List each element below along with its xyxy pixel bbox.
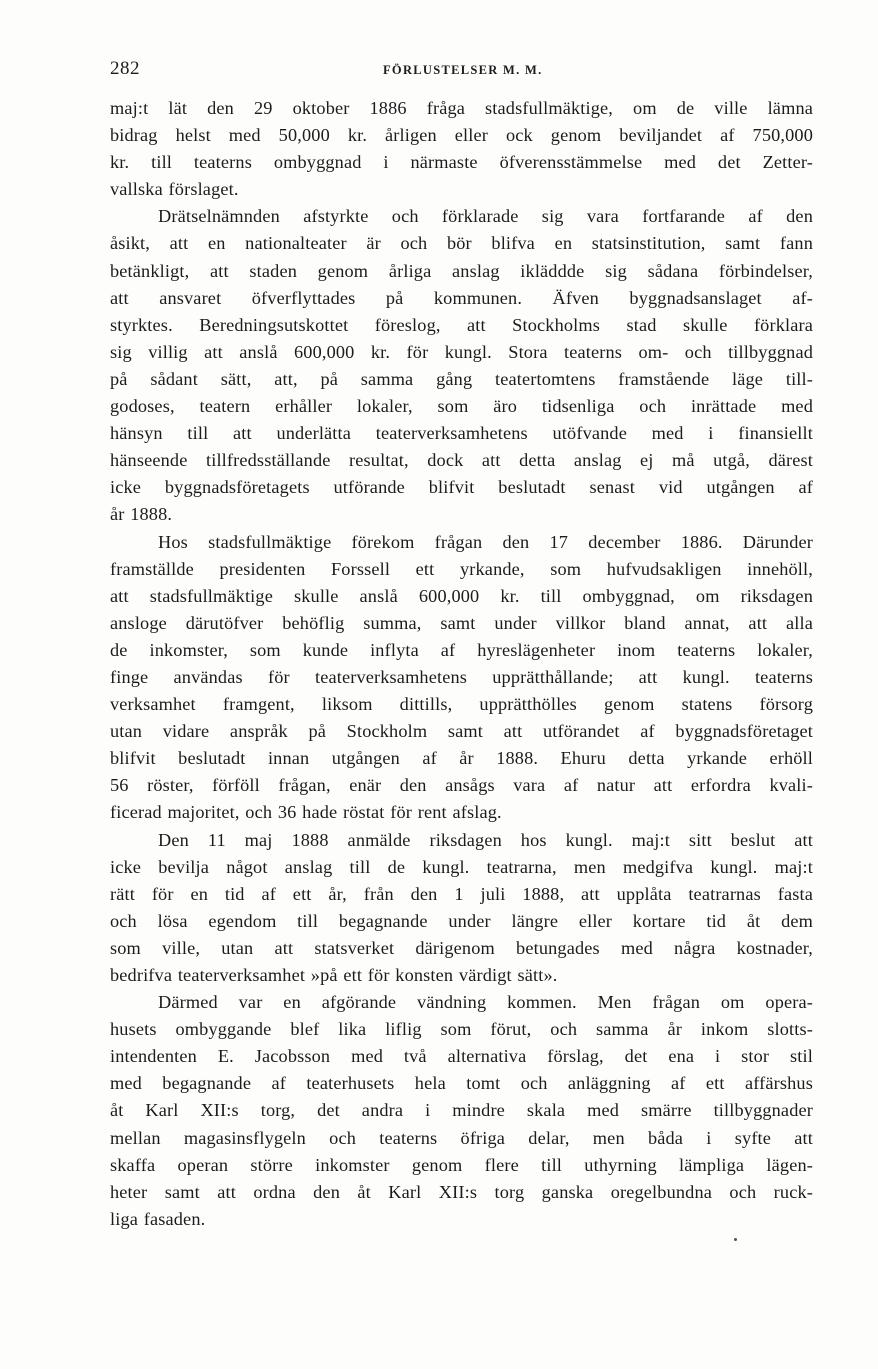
text-line: maj:t lät den 29 oktober 1886 fråga stadsfullmäktige, om de ville lämna bbox=[110, 98, 813, 118]
text-line: hänsyn till att underlätta teaterverksamhetens utöfvande med i finansiellt bbox=[110, 423, 813, 444]
text-line: intendenten E. Jacobsson med två alternativa förslag, det ena i stor stil bbox=[110, 1046, 813, 1067]
text-line: Den 11 maj 1888 anmälde riksdagen hos kungl. maj:t sitt beslut att bbox=[158, 829, 813, 850]
text-line: ficerad majoritet, och 36 hade röstat för rent afslag. bbox=[110, 802, 502, 823]
text-line: husets ombyggande blef lika liflig som förut, och samma år inkom slotts- bbox=[110, 1019, 813, 1040]
text-line: styrktes. Beredningsutskottet föreslog, att Stockholms stad skulle förklara bbox=[110, 314, 813, 335]
text-line: skaffa operan större inkomster genom flere till uthyrning lämpliga lägen- bbox=[110, 1154, 813, 1175]
body-text bbox=[110, 95, 813, 1233]
text-line: icke bevilja något anslag till de kungl. teatrarna, men medgifva kungl. maj:t bbox=[110, 856, 813, 877]
text-line: liga fasaden. bbox=[110, 1208, 206, 1229]
text-line: Hos stadsfullmäktige förekom frågan den 17 december 1886. Därunder bbox=[158, 531, 813, 552]
text-line: blifvit beslutadt innan utgången af år 1888. Ehuru detta yrkande erhöll bbox=[110, 748, 813, 769]
text-line: mellan magasinsflygeln och teaterns öfriga delar, men båda i syfte att bbox=[110, 1127, 813, 1148]
text-line: framställde presidenten Forssell ett yrkande, som hufvudsakligen innehöll, bbox=[110, 558, 813, 579]
text-line: icke byggnadsföretagets utförande blifvit beslutadt senast vid utgången af bbox=[110, 477, 813, 498]
text-line: hänseende tillfredsställande resultat, dock att detta anslag ej må utgå, därest bbox=[110, 450, 813, 471]
running-title: FÖRLUSTELSER M. M. bbox=[383, 63, 543, 77]
text-line: heter samt att ordna den åt Karl XII:s torg ganska oregelbundna och ruck- bbox=[110, 1181, 813, 1202]
text-line: verksamhet framgent, liksom dittills, upprätthölles genom statens försorg bbox=[110, 694, 813, 715]
text-line: bedrifva teaterverksamhet »på ett för konsten värdigt sätt». bbox=[110, 965, 558, 985]
text-line: betänkligt, att staden genom årliga anslag ikläddde sig sådana förbindelser, bbox=[110, 260, 813, 281]
ink-speck bbox=[734, 1238, 737, 1241]
text-line: Därmed var en afgörande vändning kommen. Men frågan om opera- bbox=[158, 992, 813, 1013]
text-line: utan vidare anspråk på Stockholm samt att utförandet af byggnadsföretaget bbox=[110, 721, 813, 742]
text-line: att stadsfullmäktige skulle anslå 600,000 kr. till ombyggnad, om riksdagen bbox=[110, 585, 813, 606]
text-line: med begagnande af teaterhusets hela tomt och anläggning af ett affärshus bbox=[110, 1073, 813, 1094]
text-line: sig villig att anslå 600,000 kr. för kungl. Stora teaterns om- och tillbyggnad bbox=[110, 341, 813, 362]
text-line: vallska förslaget. bbox=[110, 179, 239, 200]
text-line: ansloge därutöfver behöflig summa, samt under villkor bland annat, att alla bbox=[110, 612, 813, 633]
running-head bbox=[110, 58, 815, 82]
text-line: finge användas för teaterverksamhetens upprätthållande; att kungl. teaterns bbox=[110, 666, 813, 687]
text-line: godoses, teatern erhåller lokaler, som äro tidsenliga och inrättade med bbox=[110, 396, 813, 417]
text-line: åt Karl XII:s torg, det andra i mindre skala med smärre tillbyggnader bbox=[110, 1100, 813, 1121]
text-line: rätt för en tid af ett år, från den 1 juli 1888, att upplåta teatrarnas fasta bbox=[110, 883, 813, 904]
text-line: och lösa egendom till begagnande under längre eller kortare tid åt dem bbox=[110, 910, 813, 931]
text-line: att ansvaret öfverflyttades på kommunen. Äfven byggnadsanslaget af- bbox=[110, 287, 813, 308]
text-line: 56 röster, förföll frågan, enär den ansågs vara af natur att erfordra kvali- bbox=[110, 775, 813, 796]
text-line: på sådant sätt, att, på samma gång teatertomtens framstående läge till- bbox=[110, 368, 813, 389]
page-number: 282 bbox=[110, 58, 140, 79]
text-line: som ville, utan att statsverket därigenom betungades med några kostnader, bbox=[110, 937, 813, 958]
text-line: de inkomster, som kunde inflyta af hyreslägenheter inom teaterns lokaler, bbox=[110, 639, 813, 660]
text-line: kr. till teaterns ombyggnad i närmaste öfverensstämmelse med det Zetter- bbox=[110, 152, 813, 173]
text-line: bidrag helst med 50,000 kr. årligen eller ock genom beviljandet af 750,000 bbox=[110, 125, 813, 146]
text-line: åsikt, att en nationalteater är och bör blifva en statsinstitution, samt fann bbox=[110, 233, 813, 254]
text-line: Drätselnämnden afstyrkte och förklarade sig vara fortfarande af den bbox=[158, 206, 813, 227]
text-line: år 1888. bbox=[110, 504, 173, 525]
